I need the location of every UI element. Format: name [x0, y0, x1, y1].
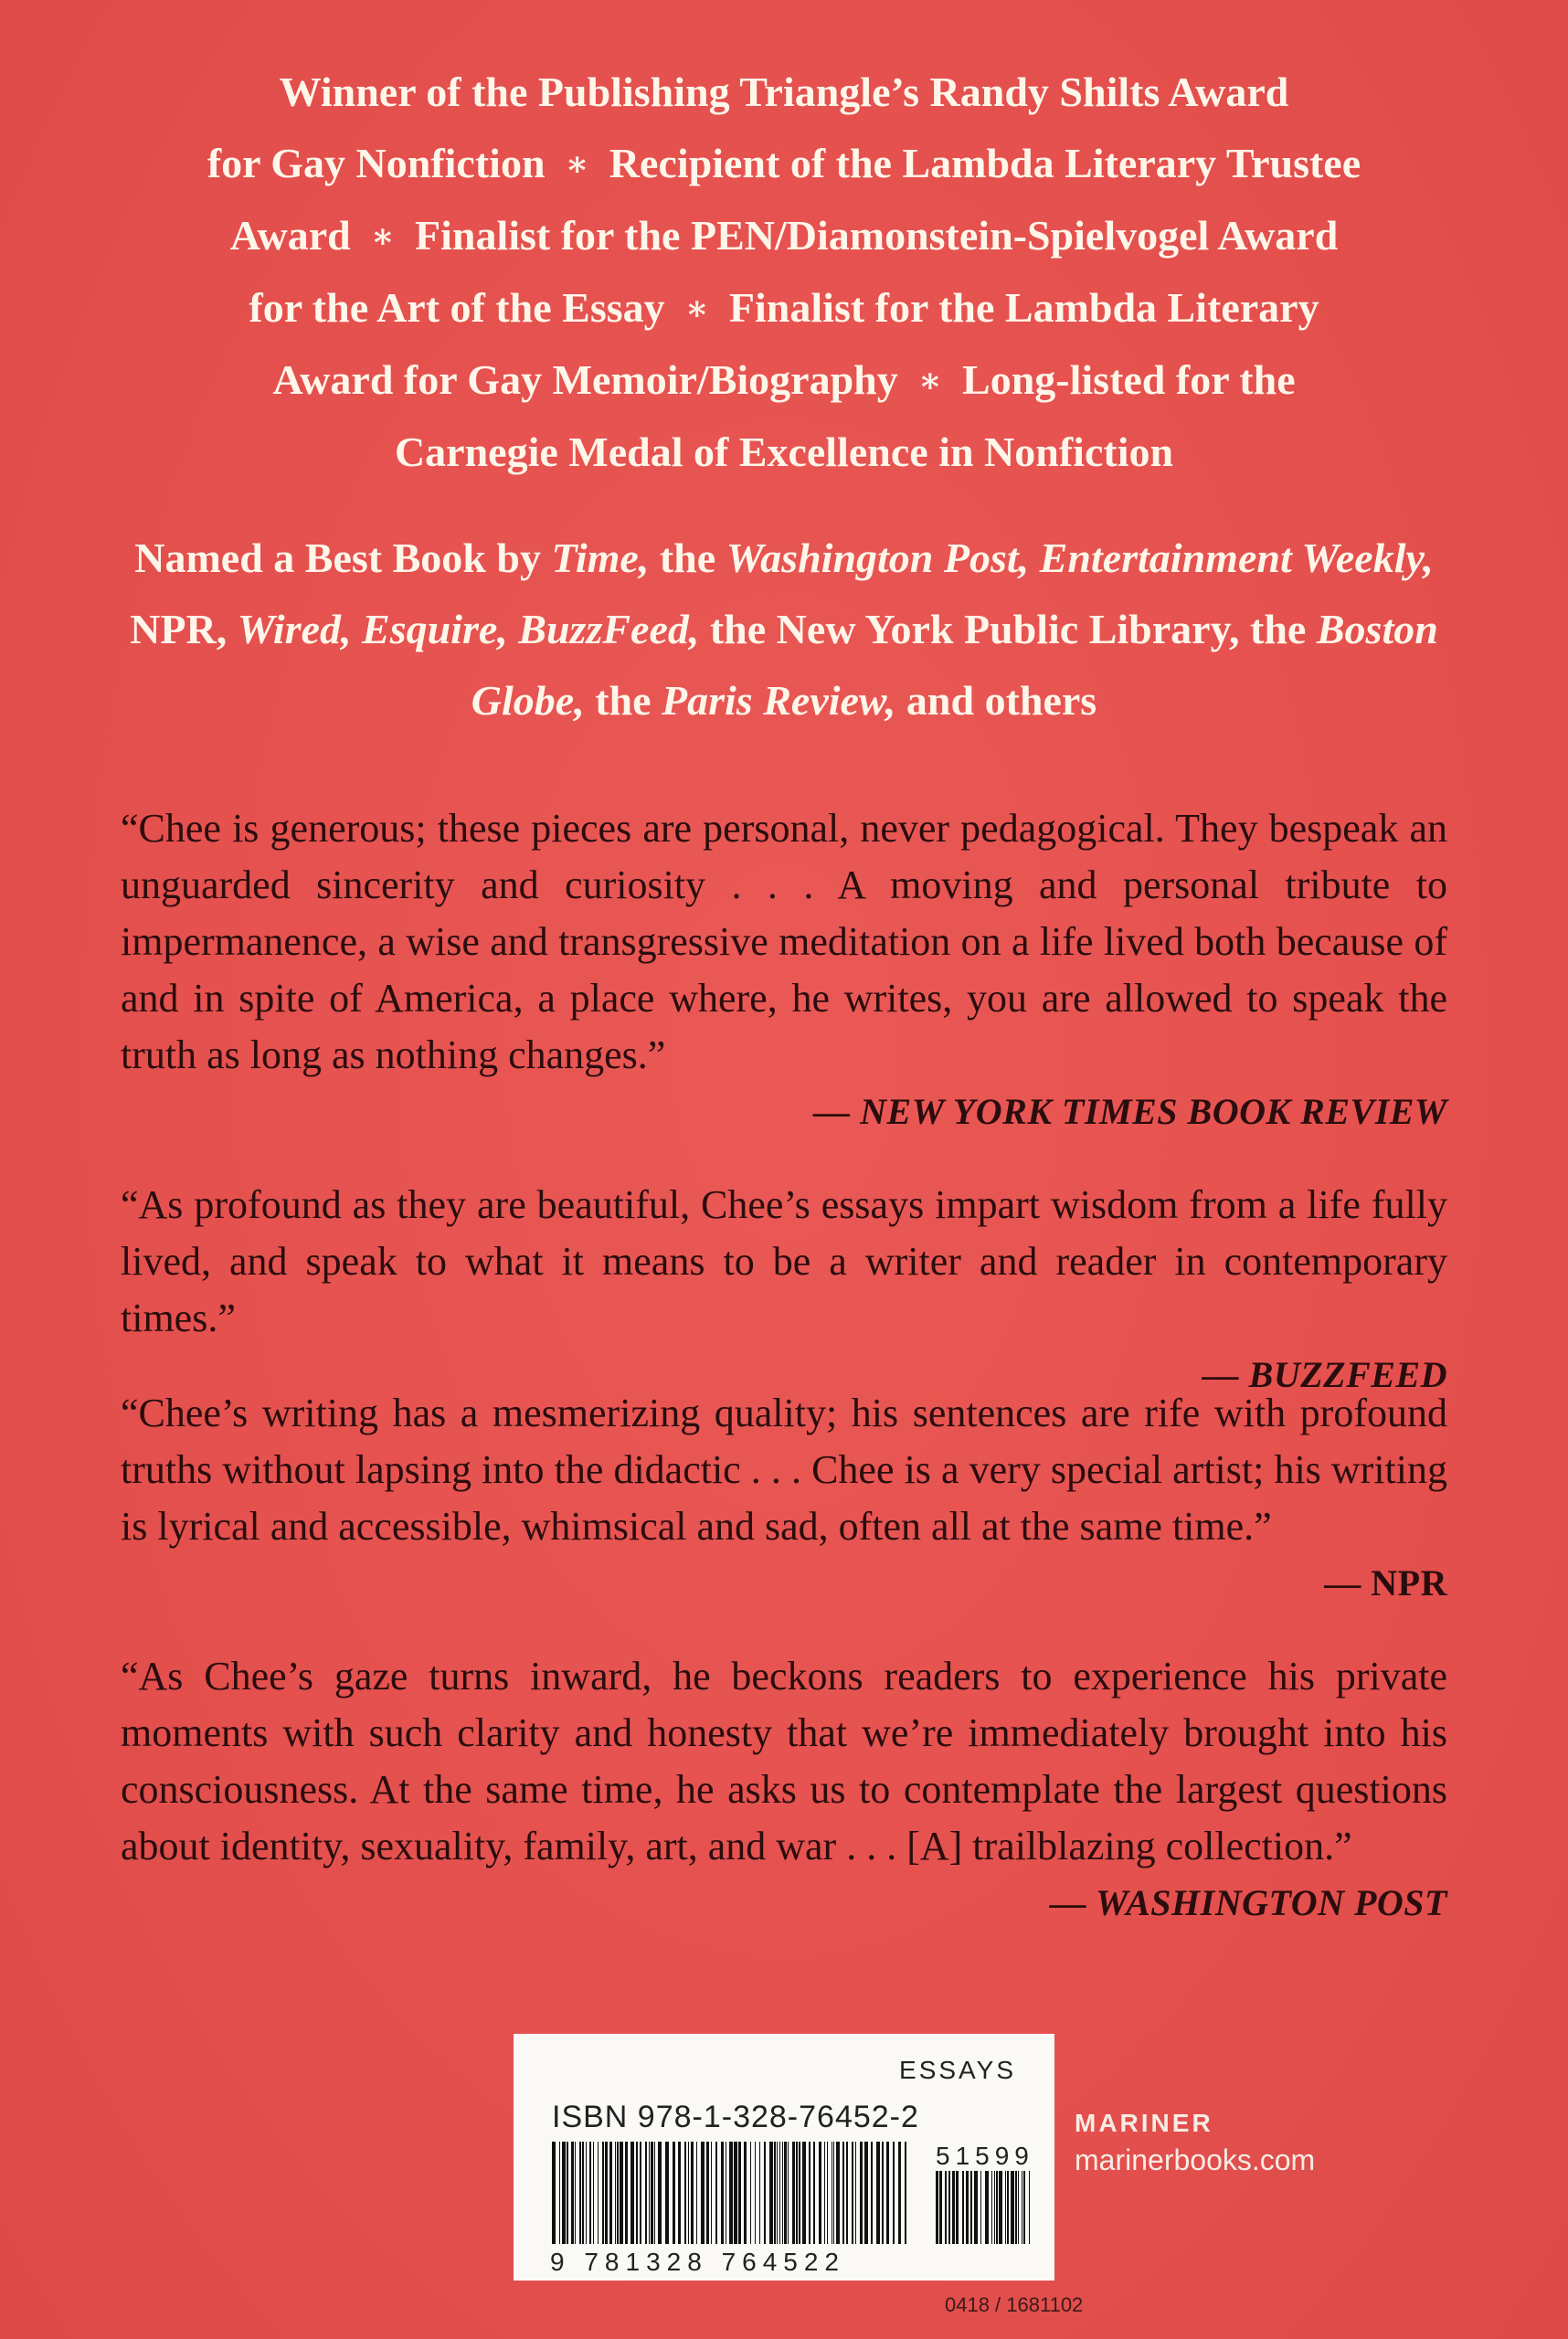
- barcode-bar: [864, 2142, 868, 2244]
- barcode-bar: [824, 2142, 825, 2244]
- barcode-digits: 9 781328 764522: [550, 2248, 845, 2276]
- barcode-bar: [809, 2142, 810, 2244]
- barcode-bar: [559, 2142, 560, 2244]
- barcode-bar: [691, 2142, 694, 2244]
- barcode-box: [514, 2034, 1054, 2281]
- barcode-bar: [846, 2142, 848, 2244]
- award-line: [101, 128, 1467, 200]
- barcode-bar: [779, 2142, 780, 2244]
- barcode-bar: [688, 2142, 689, 2244]
- barcode-bar: [996, 2169, 998, 2244]
- print-code: 0418 / 1681102: [945, 2293, 1084, 2316]
- barcode-bar: [788, 2142, 789, 2244]
- barcode-bar: [649, 2142, 650, 2244]
- barcode-bar: [782, 2142, 783, 2244]
- barcode-bar: [952, 2169, 955, 2244]
- barcode-bar: [586, 2142, 587, 2244]
- quote-source: — NPR: [1324, 1562, 1447, 1603]
- barcode-bar: [711, 2142, 712, 2244]
- barcode-bar: [836, 2142, 840, 2244]
- barcode-bar: [962, 2169, 964, 2244]
- barcode-bar: [1018, 2169, 1019, 2244]
- barcode-bar: [999, 2169, 1002, 2244]
- barcode-bar: [784, 2142, 787, 2244]
- barcode-bar: [729, 2142, 733, 2244]
- barcode-bar: [605, 2142, 608, 2244]
- best-book-text: NPR,: [130, 606, 238, 652]
- barcode-bar: [774, 2142, 776, 2244]
- barcode-bar: [792, 2142, 795, 2244]
- barcode-bar: [651, 2142, 653, 2244]
- barcode-bar: [620, 2142, 623, 2244]
- barcode-bar: [860, 2142, 863, 2244]
- barcode-bar: [617, 2142, 619, 2244]
- barcode-bar: [802, 2142, 806, 2244]
- barcode-bar: [654, 2142, 655, 2244]
- barcode-bar: [799, 2142, 800, 2244]
- barcode-bar: [615, 2142, 616, 2244]
- barcode-bar: [1005, 2169, 1006, 2244]
- award-line: Carnegie Medal of Excellence in Nonfiction: [394, 429, 1174, 475]
- quote-source: — BUZZFEED: [1202, 1354, 1447, 1395]
- barcode-bar: [1007, 2169, 1009, 2244]
- barcode-bar: [734, 2142, 737, 2244]
- barcode-bar: [898, 2142, 901, 2244]
- barcode-bar: [593, 2142, 594, 2244]
- barcode-bar: [552, 2142, 556, 2244]
- barcode-bar: [945, 2169, 947, 2244]
- asterisk-separator-icon: ∗: [565, 145, 589, 184]
- award-text: Award: [229, 212, 351, 259]
- asterisk-separator-icon: ∗: [684, 290, 709, 328]
- barcode-bar: [819, 2142, 821, 2244]
- barcode-bar: [842, 2142, 844, 2244]
- barcode-bar: [1023, 2169, 1025, 2244]
- barcode-bar: [871, 2142, 873, 2244]
- category-label: ESSAYS: [899, 2056, 1016, 2084]
- barcode-bar: [640, 2142, 641, 2244]
- publication-name: Wired, Esquire, BuzzFeed,: [237, 606, 700, 652]
- publisher-block: [1075, 2109, 1315, 2177]
- barcode-bar: [827, 2142, 828, 2244]
- barcode-bar: [575, 2142, 576, 2244]
- barcode-bar: [939, 2169, 942, 2244]
- publication-name: Washington Post, Entertainment Weekly,: [726, 534, 1434, 581]
- price-code: 51599: [932, 2142, 1038, 2171]
- award-text: Finalist for the Lambda Literary: [728, 284, 1319, 331]
- award-text: Recipient of the Lambda Literary Trustee: [609, 140, 1361, 186]
- barcode-bar: [673, 2142, 675, 2244]
- award-text: Long-listed for the: [962, 356, 1296, 403]
- barcode-icon: [552, 2142, 910, 2244]
- best-book-text: Named a Best Book by: [134, 534, 552, 581]
- barcode-bar: [582, 2142, 584, 2244]
- barcode-bar: [738, 2142, 741, 2244]
- barcode-bar: [855, 2142, 856, 2244]
- barcode-bar: [625, 2142, 628, 2244]
- barcode-bar: [796, 2142, 798, 2244]
- review-quote: [121, 1385, 1447, 1612]
- asterisk-separator-icon: ∗: [370, 217, 395, 256]
- barcode-bar: [905, 2142, 906, 2244]
- quote-text: “Chee is generous; these pieces are personal, never pedagogical. They bespeak an unguarded sincerity and curiosity . . . A moving and personal tribute to impermanence, a wise and transgressive meditation on a life lived both because of and in spite of America, a place where, he writes, you are allowed to speak the truth as long as nothing changes.”: [121, 806, 1447, 1077]
- barcode-bar: [609, 2142, 612, 2244]
- barcode-bar: [750, 2142, 751, 2244]
- quote-text: “Chee’s writing has a mesmerizing quality; his sentences are rife with profound truths without lapsing into the didactic . . . Chee is a very special artist; his writing is lyrical and accessible, whimsical and sad, often all at the same time.”: [121, 1391, 1447, 1549]
- award-text: for the Art of the Essay: [249, 284, 665, 331]
- barcode-bar: [658, 2142, 662, 2244]
- barcode-bar: [1029, 2169, 1030, 2244]
- barcode-bar: [991, 2169, 992, 2244]
- barcode-bar: [886, 2142, 889, 2244]
- quote-text: “As Chee’s gaze turns inward, he beckons readers to experience his private moments with such clarity and honesty that we’re immediately brought into his consciousness. At the same time, he asks us to contemplate the largest questions about identity, sexuality, family, art, and war . . . [A] trailblazing collection.”: [121, 1654, 1447, 1868]
- barcode-bar: [696, 2142, 697, 2244]
- barcode-bar: [777, 2142, 778, 2244]
- barcode-bar: [948, 2169, 950, 2244]
- best-book-text: the: [649, 534, 726, 581]
- barcode-bar: [701, 2142, 705, 2244]
- barcode-bar: [589, 2142, 591, 2244]
- barcode-bar: [985, 2169, 989, 2244]
- publication-name: Paris Review,: [662, 677, 896, 724]
- barcode-bar: [893, 2142, 895, 2244]
- barcode-bar: [966, 2169, 969, 2244]
- barcode-bar: [852, 2142, 853, 2244]
- publisher-url: marinerbooks.com: [1075, 2143, 1316, 2176]
- best-book-text: the New York Public Library, the: [699, 606, 1317, 652]
- barcode-bar: [579, 2142, 581, 2244]
- best-book-text: and others: [895, 677, 1097, 724]
- publication-name: Time,: [551, 534, 650, 581]
- barcode-bar: [1011, 2169, 1014, 2244]
- barcode-bar: [706, 2142, 709, 2244]
- barcode-bar: [980, 2169, 981, 2244]
- barcode-bar: [636, 2142, 638, 2244]
- barcode-bar: [744, 2142, 747, 2244]
- publisher-name: MARINER: [1075, 2109, 1213, 2137]
- barcode-bar: [759, 2142, 760, 2244]
- barcode-bar: [876, 2142, 880, 2244]
- barcode-bar: [1015, 2169, 1017, 2244]
- review-quote: [121, 800, 1447, 1140]
- award-text: Finalist for the PEN/Diamonstein-Spielvogel Award: [415, 212, 1339, 259]
- barcode-bar: [567, 2142, 568, 2244]
- barcode-bar: [598, 2142, 599, 2244]
- barcode-bar: [665, 2142, 669, 2244]
- barcode-bar: [684, 2142, 686, 2244]
- barcode-bar: [721, 2142, 724, 2244]
- barcode-bar: [630, 2142, 634, 2244]
- barcode-bar: [813, 2142, 815, 2244]
- barcode-bar: [571, 2142, 574, 2244]
- review-quote: [121, 1648, 1447, 1932]
- award-line: [101, 272, 1467, 344]
- awards-list: [101, 57, 1467, 488]
- award-text: Award for Gay Memoir/Biography: [272, 356, 898, 403]
- barcode-bar: [645, 2142, 647, 2244]
- award-line: [101, 344, 1467, 417]
- barcode-bar: [994, 2169, 995, 2244]
- award-line: Winner of the Publishing Triangle’s Randy Shilts Award: [279, 69, 1289, 115]
- best-book-text: the: [584, 677, 662, 724]
- barcode-bar: [974, 2169, 978, 2244]
- quote-source: — NEW YORK TIMES BOOK REVIEW: [813, 1091, 1447, 1132]
- barcode-bar: [602, 2142, 604, 2244]
- quote-source: — WASHINGTON POST: [1049, 1882, 1447, 1923]
- barcode-bar: [970, 2169, 972, 2244]
- barcode-bar: [833, 2142, 834, 2244]
- barcode-bar: [956, 2169, 959, 2244]
- barcode-bar: [755, 2142, 756, 2244]
- barcode-bar: [562, 2142, 566, 2244]
- isbn-label: ISBN 978-1-328-76452-2: [552, 2100, 919, 2134]
- barcode-bar: [936, 2169, 938, 2244]
- asterisk-separator-icon: ∗: [917, 362, 943, 400]
- barcode-bar: [678, 2142, 681, 2244]
- barcode-bar: [882, 2142, 884, 2244]
- barcode-bar: [764, 2142, 766, 2244]
- barcode-bar: [715, 2142, 717, 2244]
- quote-text: “As profound as they are beautiful, Chee’s essays impart wisdom from a life fully lived, and speak to what it means to be a writer and reader in contemporary times.”: [121, 1182, 1447, 1340]
- award-line: [101, 200, 1467, 272]
- barcode-bar: [769, 2142, 773, 2244]
- award-text: for Gay Nonfiction: [207, 140, 546, 186]
- review-quote: [121, 1177, 1447, 1403]
- best-book-list: [101, 523, 1467, 736]
- publication-name: Boston Globe,: [471, 606, 1438, 724]
